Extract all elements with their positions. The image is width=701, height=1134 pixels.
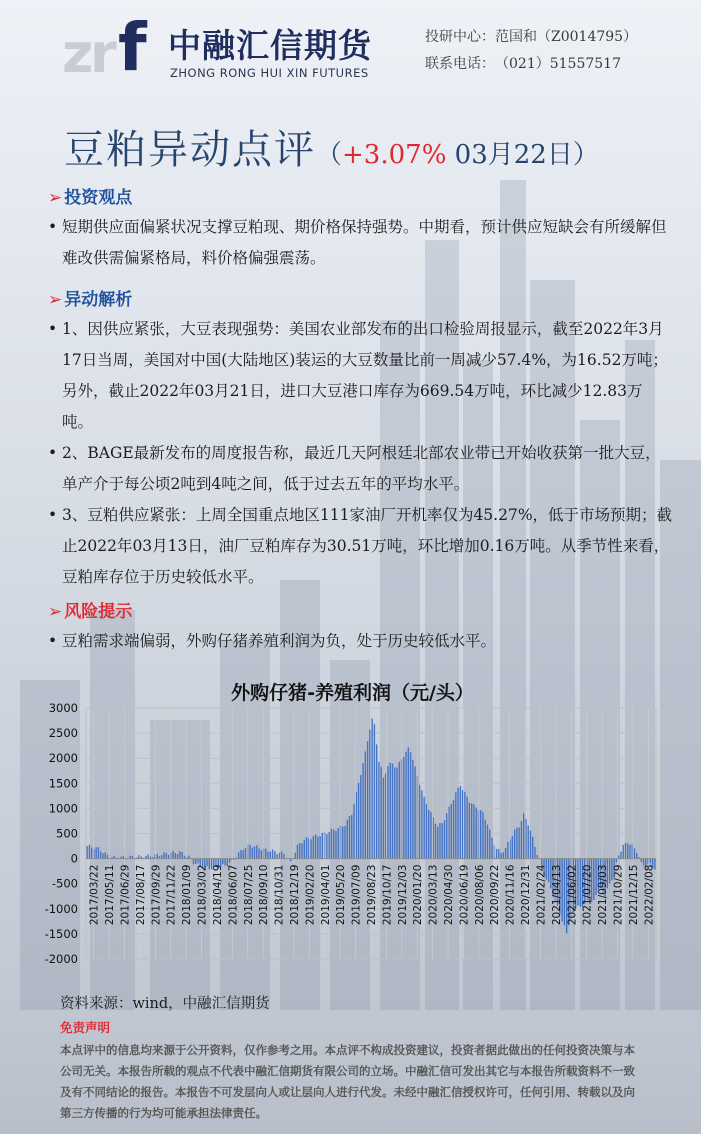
bar xyxy=(408,747,409,858)
bar xyxy=(161,855,162,859)
bar xyxy=(392,764,393,859)
bar xyxy=(462,790,463,859)
bar xyxy=(421,790,422,858)
bar xyxy=(473,804,474,858)
bar xyxy=(634,848,635,858)
bar xyxy=(405,752,406,859)
bar xyxy=(193,859,194,865)
bar xyxy=(394,767,395,858)
x-tick-label: 2018/10/31 xyxy=(273,864,286,926)
company-name-cn: 中融汇信期货 xyxy=(168,26,372,65)
bar xyxy=(172,851,173,859)
bar xyxy=(166,853,167,858)
bar xyxy=(258,849,259,859)
bar xyxy=(105,852,106,858)
bar xyxy=(498,849,499,859)
bar xyxy=(98,847,99,858)
bar xyxy=(274,851,275,858)
bar xyxy=(371,719,372,859)
data-source: 资料来源：wind，中融汇信期货 xyxy=(60,996,270,1012)
bar xyxy=(410,752,411,858)
bar xyxy=(315,835,316,859)
bar xyxy=(195,859,196,864)
bar xyxy=(197,859,198,864)
x-tick-label: 2021/06/02 xyxy=(566,864,579,926)
x-tick-label: 2022/02/08 xyxy=(643,864,656,926)
x-tick-label: 2020/12/31 xyxy=(520,864,533,926)
bar xyxy=(446,813,447,858)
bar xyxy=(175,853,176,859)
bar xyxy=(229,859,230,863)
x-tick-label: 2018/12/19 xyxy=(288,864,301,926)
bar xyxy=(455,792,456,858)
bar xyxy=(295,853,296,859)
bar xyxy=(399,762,400,859)
bar xyxy=(107,855,108,859)
bar xyxy=(623,845,624,859)
x-tick-label: 2019/10/17 xyxy=(381,864,394,926)
bar xyxy=(609,859,610,884)
bar xyxy=(469,803,470,859)
disclaimer-text: 本点评中的信息均来源于公开资料，仅作参考之用。本点评不构成投资建议，投资者据此做出的任何投资决策与本公司无关。本报告所载的观点不代表中融汇信期货有限公司的立场。中融汇信可发出其它与本报告所载资料不一致及有不同结论的报告。本报告不可发层向人或让层向人进行代发。未经中融汇信授权许可，任何引用、转载以及向第三方传播的行为均可能承担法律责任。 xyxy=(60,1043,635,1120)
bar xyxy=(240,850,241,859)
bar xyxy=(365,751,366,858)
bar xyxy=(471,803,472,858)
bar xyxy=(376,744,377,858)
bar xyxy=(353,804,354,858)
x-tick-label: 2018/04/19 xyxy=(211,864,224,926)
bullet-icon: • xyxy=(48,320,58,338)
bar xyxy=(342,827,343,859)
bar xyxy=(181,852,182,859)
bar xyxy=(514,830,515,859)
bar xyxy=(310,839,311,858)
contact-research-value: 范国和（Z0014795） xyxy=(495,29,638,45)
bullet-icon: • xyxy=(48,506,58,524)
bar xyxy=(482,812,483,859)
bar xyxy=(347,820,348,859)
bar xyxy=(403,757,404,859)
y-tick-label: 500 xyxy=(56,826,78,841)
x-tick-label: 2021/04/13 xyxy=(550,864,563,926)
header xyxy=(0,0,701,100)
bar xyxy=(362,763,363,858)
bar xyxy=(96,847,97,858)
x-tick-label: 2019/04/01 xyxy=(319,864,332,926)
bar xyxy=(252,847,253,858)
bar xyxy=(100,852,101,859)
bar xyxy=(301,843,302,858)
bar xyxy=(328,832,329,859)
bar xyxy=(629,845,630,859)
analysis-item-1: • 1、因供应紧张，大豆表现强势：美国农业部发布的出口检验周报显示，截至2022年3月17日当周，美国对中国(大陆地区)装运的大豆数量比前一周减少57.4%，为16.52万吨；另外，截止2022年03月21日，进口大豆港口库存为669.54万吨，环比减少12.83万吨。 xyxy=(48,314,673,438)
bar xyxy=(491,838,492,859)
svg-text:z: z xyxy=(62,22,94,80)
x-tick-label: 2019/08/23 xyxy=(366,864,378,926)
bar xyxy=(485,820,486,859)
bar xyxy=(521,821,522,859)
bar xyxy=(516,828,517,859)
x-tick-label: 2019/02/20 xyxy=(304,864,317,926)
bar xyxy=(496,849,497,859)
bar xyxy=(283,854,284,859)
bar xyxy=(480,810,481,859)
bar xyxy=(381,767,382,859)
svg-text:r: r xyxy=(90,22,117,80)
bar xyxy=(360,775,361,859)
bar xyxy=(249,845,250,859)
x-tick-label: 2018/07/25 xyxy=(242,864,255,926)
analysis-item-2: • 2、BAGE最新发布的周度报告称，最近几天阿根廷北部农业带已开始收获第一批大豆，单产介于每公顷2吨到4吨之间，低于过去五年的平均水平。 xyxy=(48,438,673,500)
bar xyxy=(435,824,436,859)
bar xyxy=(530,831,531,859)
bar xyxy=(414,766,415,858)
bar xyxy=(548,859,549,882)
bar xyxy=(453,800,454,859)
bar xyxy=(466,797,467,859)
bar xyxy=(437,827,438,859)
bar xyxy=(272,849,273,858)
bar xyxy=(428,810,429,859)
bar xyxy=(625,843,626,859)
bar xyxy=(537,855,538,859)
x-tick-label: 2019/05/20 xyxy=(335,864,348,926)
bar xyxy=(177,854,178,859)
x-tick-label: 2021/02/24 xyxy=(535,864,548,926)
bar xyxy=(270,851,271,858)
bar xyxy=(306,837,307,859)
view-paragraph: • 短期供应面偏紧状况支撑豆粕现、期价格保持强势。中期看，预计供应短缺会有所缓解但难改供需偏紧格局，料价格偏强震荡。 xyxy=(48,212,673,274)
section-risk-heading: ➢ 风险提示 xyxy=(48,602,133,622)
bar xyxy=(338,828,339,858)
bar xyxy=(627,844,628,859)
x-tick-label: 2020/06/19 xyxy=(458,864,471,926)
bar xyxy=(525,819,526,859)
bar xyxy=(419,785,420,859)
bar xyxy=(276,854,277,859)
bar xyxy=(460,786,461,858)
arrow-icon: ➢ xyxy=(48,290,63,310)
bar xyxy=(523,813,524,858)
x-tick-label: 2017/03/22 xyxy=(88,864,101,926)
chart-plot xyxy=(40,676,665,988)
bar xyxy=(326,834,327,859)
bar xyxy=(319,836,320,858)
bar xyxy=(299,843,300,858)
bar xyxy=(238,852,239,858)
x-tick-label: 2021/09/03 xyxy=(597,864,610,926)
bar xyxy=(534,847,535,859)
y-tick-label: -1500 xyxy=(44,926,78,941)
bar xyxy=(444,820,445,858)
bar xyxy=(390,763,391,859)
risk-paragraph: • 豆粕需求端偏弱，外购仔猪养殖利润为负，处于历史较低水平。 xyxy=(48,626,673,657)
bar xyxy=(541,859,542,865)
x-tick-label: 2018/09/10 xyxy=(258,864,271,926)
bar xyxy=(507,842,508,859)
x-tick-label: 2017/05/11 xyxy=(104,864,117,926)
bar xyxy=(451,804,452,859)
bar xyxy=(423,797,424,859)
bar xyxy=(265,849,266,859)
bar xyxy=(317,837,318,859)
x-tick-label: 2020/04/30 xyxy=(443,864,456,926)
bar xyxy=(367,741,368,858)
y-tick-label: -500 xyxy=(51,876,78,891)
bar xyxy=(209,859,210,869)
bar xyxy=(179,851,180,858)
bar xyxy=(620,852,621,859)
y-tick-label: 0 xyxy=(70,851,78,866)
bar xyxy=(168,855,169,859)
bar xyxy=(512,836,513,859)
bar xyxy=(503,852,504,858)
x-tick-label: 2019/12/03 xyxy=(396,864,409,926)
x-tick-label: 2021/10/29 xyxy=(612,864,625,926)
bar xyxy=(313,836,314,858)
bar xyxy=(442,823,443,858)
analysis-item-3: • 3、豆粕供应紧张：上周全国重点地区111家油厂开机率仅为45.27%，低于市场预期；截止2022年03月13日，油厂豆粕库存为30.51万吨，环比增加0.16万吨。从季节性来看，豆粕库存位于历史较低水平。 xyxy=(48,500,673,593)
contact-phone-value: （021）51557517 xyxy=(495,56,621,72)
bar xyxy=(261,850,262,858)
contact-phone xyxy=(425,53,621,73)
bar xyxy=(335,831,336,859)
bar xyxy=(643,859,644,866)
bar xyxy=(243,850,244,859)
bar xyxy=(279,853,280,859)
y-tick-label: -2000 xyxy=(44,952,78,966)
bar xyxy=(157,854,158,859)
contact-research-label: 投研中心： xyxy=(425,29,495,45)
section-view-heading: ➢ 投资观点 xyxy=(48,188,133,208)
y-tick-label: -1000 xyxy=(44,901,78,916)
bar xyxy=(148,854,149,858)
bar xyxy=(102,853,103,858)
bar xyxy=(374,724,375,858)
bar xyxy=(439,823,440,859)
y-tick-label: 1500 xyxy=(48,776,78,791)
bar xyxy=(500,853,501,859)
bullet-icon: • xyxy=(48,632,58,650)
x-tick-label: 2019/07/09 xyxy=(350,864,363,926)
bar xyxy=(91,848,92,859)
x-tick-label: 2020/01/20 xyxy=(412,864,425,926)
bullet-icon: • xyxy=(48,444,58,462)
bar xyxy=(369,730,370,859)
bar xyxy=(222,859,223,865)
bar xyxy=(426,804,427,858)
x-tick-label: 2017/06/29 xyxy=(119,864,132,926)
report-title-paren: （ xyxy=(316,140,343,170)
x-tick-label: 2021/12/15 xyxy=(627,864,640,926)
bar xyxy=(457,788,458,859)
report-title xyxy=(64,118,599,175)
x-tick-label: 2021/07/20 xyxy=(581,864,594,926)
x-tick-label: 2017/09/29 xyxy=(150,864,163,926)
bar xyxy=(387,766,388,859)
bar xyxy=(476,808,477,859)
bar xyxy=(564,859,565,926)
bar xyxy=(528,825,529,858)
x-tick-label: 2020/09/22 xyxy=(489,864,502,926)
bar xyxy=(163,852,164,858)
bar xyxy=(224,859,225,866)
y-tick-label: 3000 xyxy=(48,701,78,715)
x-tick-label: 2017/08/17 xyxy=(134,864,147,926)
disclaimer-title: 免责声明 xyxy=(60,1020,111,1035)
bar xyxy=(505,848,506,859)
bar xyxy=(333,830,334,859)
bar xyxy=(351,815,352,859)
x-tick-label: 2017/11/22 xyxy=(165,864,178,926)
bar xyxy=(412,760,413,859)
svg-text:f: f xyxy=(118,12,147,80)
bar xyxy=(396,768,397,859)
bar xyxy=(267,852,268,859)
contact-research xyxy=(425,26,637,46)
arrow-icon: ➢ xyxy=(48,602,63,622)
contact-phone-label: 联系电话： xyxy=(425,56,495,72)
section-analysis-heading: ➢ 异动解析 xyxy=(48,290,133,310)
chart-title: 外购仔猪-养殖利润（元/头） xyxy=(231,682,474,704)
bar xyxy=(518,828,519,859)
company-name-en: ZHONG RONG HUI XIN FUTURES xyxy=(170,66,369,80)
bar xyxy=(256,845,257,858)
bar xyxy=(430,812,431,858)
bar xyxy=(650,859,651,864)
profit-chart xyxy=(40,676,665,988)
bar xyxy=(489,830,490,859)
bar xyxy=(245,848,246,859)
bar xyxy=(331,829,332,859)
bar xyxy=(304,840,305,859)
bar xyxy=(383,778,384,859)
bar xyxy=(358,783,359,859)
x-tick-label: 2018/03/02 xyxy=(196,864,209,926)
bar xyxy=(281,851,282,858)
bar xyxy=(254,846,255,858)
y-tick-label: 1000 xyxy=(48,801,78,816)
bar xyxy=(487,825,488,859)
y-tick-label: 2000 xyxy=(48,751,78,766)
bar xyxy=(297,845,298,859)
bar xyxy=(616,859,617,863)
bar xyxy=(448,807,449,859)
x-tick-label: 2018/01/09 xyxy=(181,864,194,926)
bar xyxy=(86,846,87,859)
arrow-icon: ➢ xyxy=(48,188,63,208)
x-tick-label: 2020/03/13 xyxy=(427,864,440,926)
company-logo-icon xyxy=(62,12,160,80)
report-title-change: +3.07% xyxy=(342,140,447,170)
bar xyxy=(322,833,323,859)
bar xyxy=(636,853,637,859)
bar xyxy=(89,845,90,859)
bar xyxy=(378,762,379,859)
x-tick-label: 2020/11/16 xyxy=(504,864,517,926)
bullet-icon: • xyxy=(48,218,58,236)
report-title-date: 03月22日） xyxy=(446,140,599,170)
bar xyxy=(532,837,533,859)
x-tick-label: 2020/08/06 xyxy=(473,864,486,926)
y-tick-label: 2500 xyxy=(48,726,78,741)
x-tick-label: 2018/06/07 xyxy=(227,864,240,926)
bar xyxy=(349,816,350,859)
bar xyxy=(464,792,465,859)
report-title-main: 豆粕异动点评 xyxy=(64,127,316,173)
bar xyxy=(344,826,345,859)
